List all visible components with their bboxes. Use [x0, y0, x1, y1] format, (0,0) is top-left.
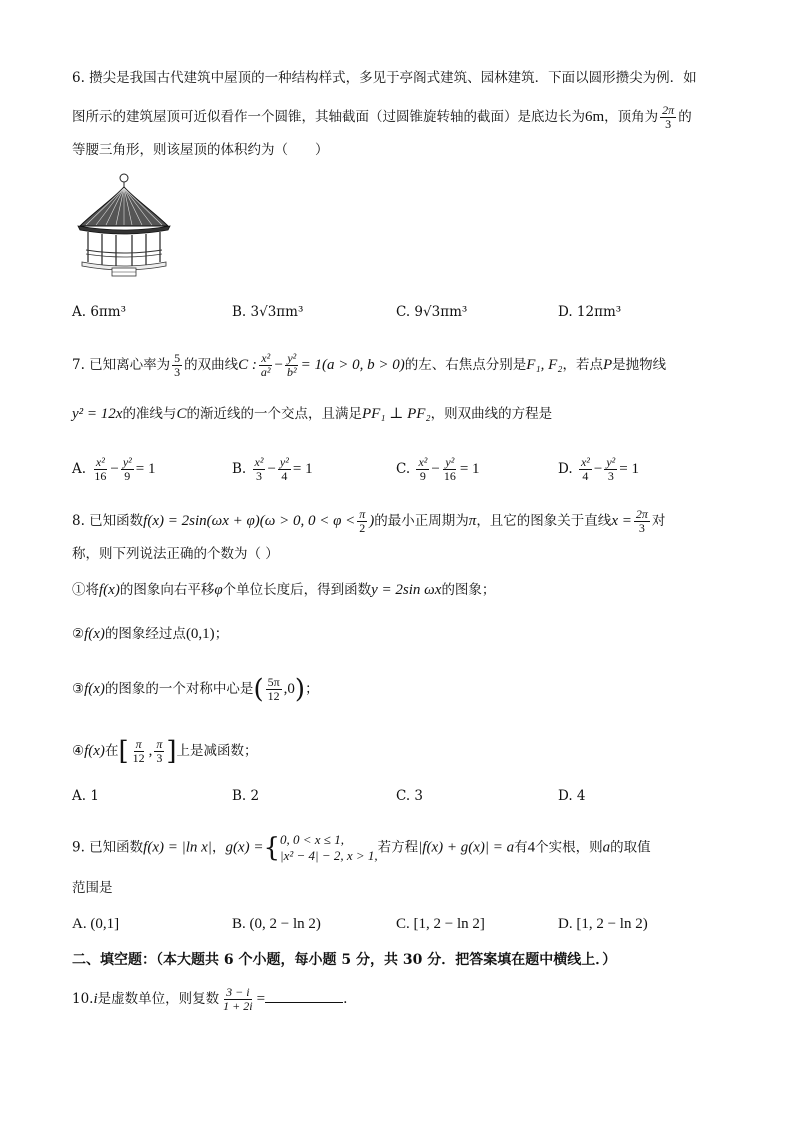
q9-equation: |f(x) + g(x)| = a: [418, 839, 515, 856]
q7-option-b-label: B.: [232, 461, 247, 477]
q8-s2b: f(x): [84, 626, 105, 642]
q7-option-b[interactable]: [232, 456, 313, 483]
q7-line2: [72, 404, 552, 424]
q8-statement-2: [72, 624, 228, 644]
q8-option-a[interactable]: [72, 786, 99, 806]
q8-s4-f1-num: π: [135, 737, 142, 751]
q7c-f2-den: 16: [443, 469, 456, 483]
q8-option-b-text: B. 2: [232, 788, 260, 804]
q8-s2e: ；: [214, 626, 229, 642]
q7c-f1-num: x²: [418, 455, 428, 469]
q8-s1d: φ: [214, 582, 223, 598]
q7-option-a[interactable]: [72, 456, 155, 483]
q8-s4-f2-den: 3: [156, 751, 163, 765]
q7-curve-c: C: [176, 406, 187, 422]
q8-option-a-text: A. 1: [72, 788, 99, 804]
q8-option-b[interactable]: [232, 786, 259, 806]
q6-option-b[interactable]: [232, 302, 303, 322]
q7a-f2-den: 9: [124, 469, 131, 483]
q8-s4-frac1: [131, 738, 147, 765]
q7b-f2-num: y²: [279, 455, 289, 469]
q7d-f1: [579, 456, 592, 483]
q8-s3a: ③: [72, 681, 85, 697]
q8-s1a: ①将: [72, 582, 99, 598]
q6-option-a-text: A. 6πm³: [72, 304, 127, 320]
q7-text-1b: 的双曲线: [184, 357, 239, 373]
q7b-f1-num: x²: [254, 455, 264, 469]
q8-s3-frac: [266, 676, 282, 703]
q7-option-c-label: C.: [396, 461, 411, 477]
q8-s4d: 上是减函数；: [176, 743, 258, 759]
q8-statement-4: [72, 738, 258, 765]
q9-cases: [280, 832, 378, 864]
q7b-f2: [278, 456, 291, 483]
q7d-f2: [604, 456, 617, 483]
q8-s4b: f(x): [84, 743, 105, 759]
q8-axis-den: 3: [638, 521, 645, 535]
q7-curve-name: C :: [238, 357, 257, 373]
q8-phi-num: π: [359, 507, 366, 521]
q7c-f1-den: 9: [419, 469, 426, 483]
q9-line2: [72, 878, 113, 898]
q9-f-def: f(x) = |ln x|: [143, 839, 212, 856]
q10-num: 3 − i: [226, 985, 250, 999]
q7-text-1a: 7. 已知离心率为: [72, 357, 171, 373]
q8-s3b: f(x): [84, 681, 105, 697]
q6-option-c[interactable]: [396, 302, 467, 322]
q8-s3-rparen: ): [294, 674, 306, 705]
q7-text-1e: 的左、右焦点分别是: [404, 357, 527, 373]
q7a-minus: −: [110, 461, 119, 477]
q7d-f1-num: x²: [580, 455, 590, 469]
q7a-f2-num: y²: [122, 455, 132, 469]
q8-s1f: y = 2sin ωx: [371, 582, 442, 598]
q7-point-p: P: [602, 357, 613, 373]
q9-case-1: 0, 0 < x ≤ 1,: [280, 832, 344, 847]
q8-text-1a: 8. 已知函数: [72, 513, 144, 529]
q9-line1: [72, 832, 651, 864]
q8-statement-1: [72, 580, 495, 600]
q9-option-d[interactable]: [558, 914, 648, 934]
q8-s4-rbracket: ]: [166, 736, 177, 767]
q9-option-c[interactable]: [396, 914, 485, 934]
q8-s4-comma: ,: [148, 743, 153, 759]
q7a-f1: [92, 456, 108, 483]
q10-equals: =: [256, 991, 266, 1007]
q7b-f1: [253, 456, 266, 483]
q10-number: 10.: [72, 991, 94, 1007]
q10-den: 1 + 2i: [223, 999, 253, 1013]
q10-text: 是虚数单位，则复数: [97, 991, 220, 1007]
q8-s4-f1-den: 12: [132, 751, 145, 765]
q7c-f1: [416, 456, 429, 483]
q7-frac-y: [285, 352, 299, 379]
q6-line2: [72, 104, 692, 131]
q8-s4c: 在: [104, 743, 119, 759]
q7b-minus: −: [267, 461, 276, 477]
q8-option-c-text: C. 3: [396, 788, 424, 804]
q6-option-d-text: D. 12πm³: [558, 304, 622, 320]
q7d-f2-den: 3: [607, 469, 614, 483]
q6-angle-fraction: [660, 104, 676, 131]
q9-l1i: 个实根，则: [535, 839, 603, 856]
q9-option-b[interactable]: [232, 914, 321, 934]
q9-l1c: ，: [211, 839, 226, 856]
q6-text-2a: 图所示的建筑屋顶可近似看作一个圆锥，其轴截面（过圆锥旋转轴的截面）是底边长为: [72, 109, 585, 125]
q7c-f2-num: y²: [445, 455, 455, 469]
q9-option-b-text: B. (0, 2 − ln 2): [232, 916, 321, 932]
q6-text-2b: ，顶角为: [604, 109, 659, 125]
q7c-minus: −: [431, 461, 440, 477]
q9-text-2: 范围是: [72, 880, 113, 896]
q7c-f2: [442, 456, 458, 483]
q9-option-a-text: A. (0,1]: [72, 916, 120, 932]
q7a-eq: = 1: [135, 461, 156, 477]
q7d-minus: −: [593, 461, 603, 477]
q10-imag-unit: i: [93, 991, 98, 1007]
q8-s4-frac2: [154, 738, 164, 765]
q6-line3: [72, 140, 329, 160]
q8-s1e: 个单位长度后，得到函数: [222, 582, 372, 598]
q6-text-2c: 的: [678, 109, 692, 125]
q7-perpendicular: PF₁ ⊥ PF₂: [361, 406, 431, 422]
q8-s3-comma0: ,0: [283, 681, 295, 697]
q6-option-a[interactable]: [72, 302, 126, 322]
q7-text-1i: 是抛物线: [612, 357, 667, 373]
q8-text-1h: 对: [651, 513, 666, 529]
q8-line1: [72, 508, 665, 535]
q9-l1k: 的取值: [610, 839, 651, 856]
q7-text-2d: 的渐近线的一个交点，且满足: [186, 406, 362, 422]
q8-axis-value: [634, 508, 650, 535]
q7d-f1-den: 4: [582, 469, 589, 483]
q8-text-2: 称，则下列说法正确的个数为（ ）: [72, 546, 279, 562]
q9-param-a: a: [602, 839, 611, 856]
q7-foci: F₁, F₂: [526, 357, 563, 373]
q8-s3e: ；: [305, 681, 319, 697]
q6-option-b-text: B. 3√3πm³: [232, 304, 304, 320]
q8-text-1f: ，且它的图象关于直线: [476, 513, 612, 529]
q7-frac-x: [259, 352, 273, 379]
q7d-f2-num: y²: [606, 455, 616, 469]
q6-text-3: 等腰三角形，则该屋顶的体积约为（ ）: [72, 142, 329, 158]
q7d-eq: = 1: [619, 461, 639, 477]
q8-s4-f2-num: π: [156, 737, 163, 751]
q8-option-d[interactable]: [558, 786, 586, 806]
q8-s3-lparen: (: [253, 674, 264, 705]
q8-s2d: (0,1): [185, 626, 215, 642]
q7a-f1-num: x²: [95, 455, 105, 469]
q7-eccentricity: [172, 352, 182, 379]
q7-frac-y-den: b²: [287, 365, 297, 379]
q8-function: f(x) = 2sin(ωx + φ)(ω > 0, 0 < φ <: [143, 513, 356, 529]
section-heading: [72, 950, 616, 970]
q9-l1g: 有: [514, 839, 528, 856]
q8-s4a: ④: [72, 743, 85, 759]
q8-option-d-text: D. 4: [558, 788, 586, 804]
q9-case-2: |x² − 4| − 2, x > 1,: [280, 848, 378, 863]
q8-s3c: 的图象的一个对称中心是: [104, 681, 254, 697]
section-heading-text: 二、填空题：（本大题共 6 个小题，每小题 5 分，共 30 分．把答案填在题中横线上．）: [72, 952, 617, 968]
q8-s3-den: 12: [267, 689, 280, 703]
q7-option-d-label: D.: [558, 461, 573, 477]
q8-axis-num: 2π: [635, 507, 648, 521]
q9-g-def: g(x) =: [225, 839, 264, 856]
q10-line: [72, 986, 347, 1013]
q7b-f1-den: 3: [255, 469, 262, 483]
q7-condition: = 1(a > 0, b > 0): [300, 357, 405, 373]
q8-phi-bound: [357, 508, 367, 535]
q8-s2c: 的图象经过点: [104, 626, 186, 642]
q7a-f1-den: 16: [94, 469, 107, 483]
q7-e-num: 5: [174, 351, 181, 365]
q8-s1c: 的图象向右平移: [119, 582, 215, 598]
q9-count: 4: [527, 839, 536, 856]
q9-option-d-text: D. [1, 2 − ln 2): [558, 916, 648, 932]
q7b-eq: = 1: [292, 461, 313, 477]
q10-period: .: [343, 991, 348, 1007]
q8-s1g: 的图象；: [441, 582, 496, 598]
q8-paren: ): [369, 513, 375, 529]
q6-line1: [72, 68, 697, 88]
q7-frac-x-den: a²: [260, 365, 271, 379]
q7-text-1g: ，若点: [562, 357, 603, 373]
q7-line1: [72, 352, 666, 379]
q8-axis-x: x =: [611, 513, 632, 529]
pavilion-illustration: [74, 170, 174, 278]
q8-line2: [72, 544, 279, 564]
q7-parabola: y² = 12x: [72, 406, 123, 422]
q6-angle-den: 3: [665, 117, 672, 131]
q8-option-c[interactable]: [396, 786, 423, 806]
q9-brace: {: [263, 833, 281, 863]
q6-option-c-text: C. 9√3πm³: [396, 304, 468, 320]
q7-minus: −: [274, 357, 283, 373]
q9-l1e: 若方程: [377, 839, 419, 856]
q9-option-c-text: C. [1, 2 − ln 2]: [396, 916, 485, 932]
q9-option-a[interactable]: [72, 914, 119, 934]
q8-period: π: [468, 513, 477, 529]
q7-option-d[interactable]: [558, 456, 639, 483]
q7-option-a-label: A.: [72, 461, 87, 477]
q8-text-1d: 的最小正周期为: [374, 513, 469, 529]
q8-s2a: ②: [72, 626, 85, 642]
q7a-f2: [121, 456, 134, 483]
q9-l1a: 9. 已知函数: [72, 839, 144, 856]
q8-s1b: f(x): [99, 582, 120, 598]
q10-fraction: [221, 986, 254, 1013]
q7-text-2b: 的准线与: [122, 406, 177, 422]
q7-frac-y-num: y²: [287, 351, 297, 365]
q8-s4-lbracket: [: [118, 736, 129, 767]
q7-e-den: 3: [174, 365, 181, 379]
q7b-f2-den: 4: [281, 469, 288, 483]
q7-text-2f: ，则双曲线的方程是: [430, 406, 553, 422]
q7-frac-x-num: x²: [261, 351, 271, 365]
q6-text-1: 6. 攒尖是我国古代建筑中屋顶的一种结构样式，多见于亭阁式建筑、园林建筑．下面以圆形攒尖为例．如: [72, 70, 697, 86]
q7c-eq: = 1: [459, 461, 480, 477]
q8-s3-num: 5π: [267, 675, 280, 689]
q6-option-d[interactable]: [558, 302, 621, 322]
q7-option-c[interactable]: [396, 456, 480, 483]
q8-statement-3: [72, 676, 319, 703]
q6-angle-num: 2π: [662, 103, 675, 117]
q6-length: 6m: [585, 109, 605, 125]
q10-answer-blank[interactable]: [265, 1002, 343, 1003]
q8-phi-den: 2: [359, 521, 366, 535]
